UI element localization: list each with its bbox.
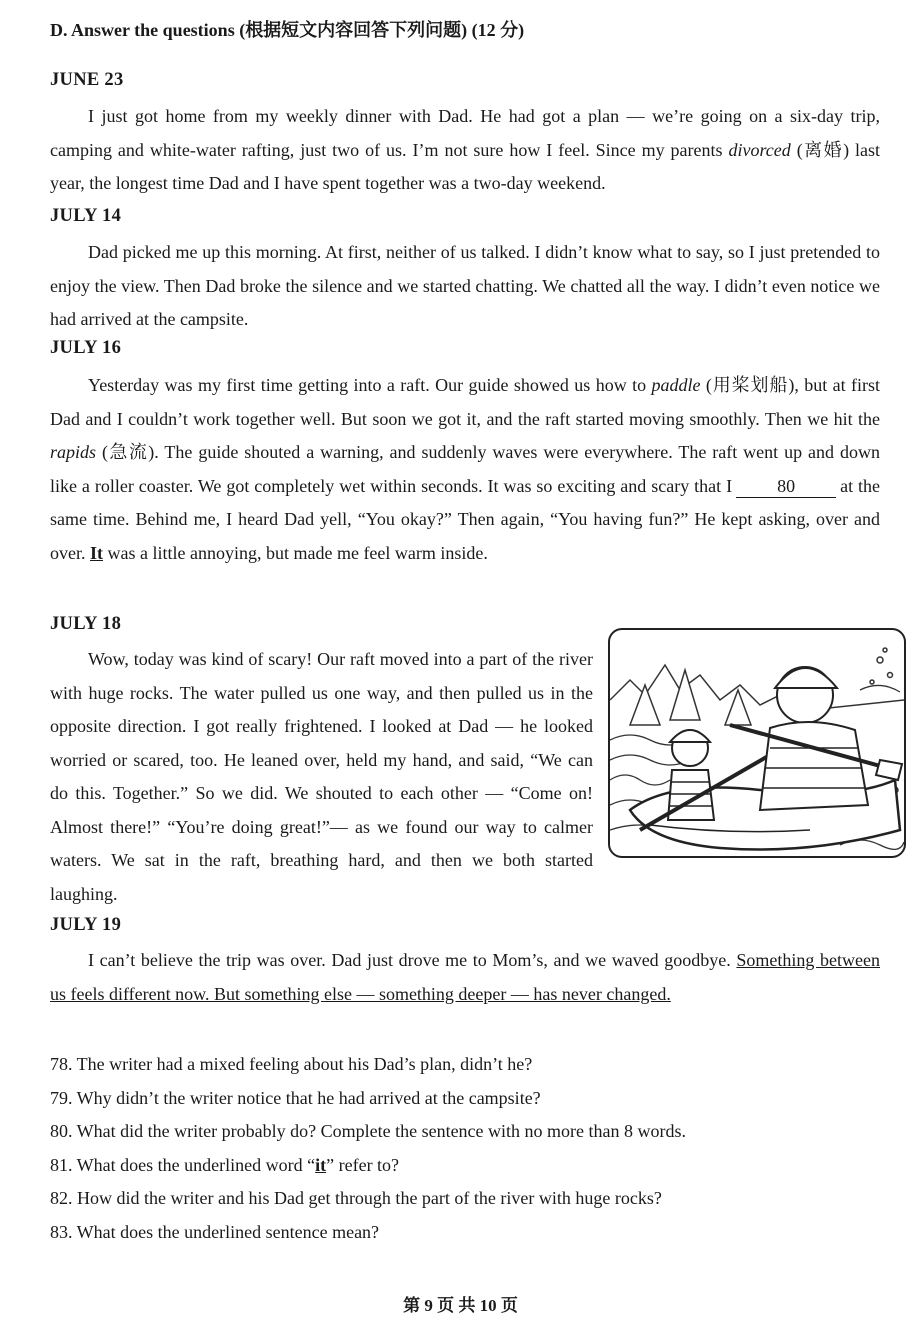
question-83: 83. What does the underlined sentence mean? xyxy=(50,1221,380,1242)
rafting-scene-image xyxy=(610,630,904,856)
entry-date-july-19: JULY 19 xyxy=(50,915,122,935)
page-number: 第 9 页 共 10 页 xyxy=(403,1296,518,1315)
entry-june-23-text xyxy=(50,100,880,201)
entry-july-16-text xyxy=(50,369,880,570)
entry-july-19-text xyxy=(50,944,880,1011)
text-run: (急流). The guide shouted a warning, and suddenly waves were everywhere. The raft went up and down like a roller coaster. We got completely wet within seconds. It was so exciting and scary that I xyxy=(50,442,880,496)
entry-date-june-23: JUNE 23 xyxy=(50,70,124,90)
question-82: 82. How did the writer and his Dad get through the part of the river with huge rocks? xyxy=(50,1188,662,1208)
text-run: (离婚) last year, the longest time Dad and I have spent together was a two-day weekend. xyxy=(50,139,881,193)
text-run: ” refer to? xyxy=(326,1154,400,1175)
question-79: 79. Why didn’t the writer notice that he had arrived at the campsite? xyxy=(50,1087,541,1108)
question-list xyxy=(50,1048,880,1249)
text-run: I just got home from my weekly dinner with Dad. He had got a plan — we’re going on a six-day trip, camping and white-water rafting, just two of us. I’m not sure how I feel. Since my parents xyxy=(50,106,880,160)
italic-word: paddle xyxy=(651,375,701,395)
underlined-word-it: It xyxy=(90,542,103,563)
tree-icon xyxy=(630,685,660,725)
text-run: Wow, today was kind of scary! Our raft moved into a part of the river with huge rocks. The water pulled us one way, and then pulled us in the opposite direction. I got really frightened. I looked at Dad — he looked worried or scared, too. He leaned over, held my hand, and said, “We can do this. Together.” So we did. We shouted to each other — “Come on! Almost there!” “You’re doing great!”— as we found our way to calmer waters. We sat in the raft, breathing hard, and then we both started laughing. xyxy=(50,649,593,904)
tree-icon xyxy=(725,690,751,725)
entry-july-18-text xyxy=(50,643,593,911)
entry-date-july-16: JULY 16 xyxy=(50,338,122,358)
text-run: was a little annoying, but made me feel warm inside. xyxy=(103,542,488,563)
italic-word: divorced xyxy=(728,139,791,160)
question-80: 80. What did the writer probably do? Complete the sentence with no more than 8 words. xyxy=(50,1121,687,1141)
section-title: D. Answer the questions (根据短文内容回答下列问题) (12 分) xyxy=(50,20,525,40)
text-run: (用桨划船), but at first Dad and I couldn’t work together well. But soon we got it, and the raft started moving smoothly. Then we hit the xyxy=(50,375,880,429)
question-81 xyxy=(50,1149,880,1183)
answer-blank-80[interactable]: 80 xyxy=(736,475,836,498)
question-78: 78. The writer had a mixed feeling about his Dad’s plan, didn’t he? xyxy=(50,1054,533,1074)
rafting-illustration xyxy=(608,628,906,858)
entry-date-july-14: JULY 14 xyxy=(50,206,122,226)
entry-date-july-18: JULY 18 xyxy=(50,614,122,634)
underlined-sentence: Something between us feels different now. But something else — something deeper — has never changed. xyxy=(50,950,880,1004)
text-run: Dad picked me up this morning. At first, neither of us talked. I didn’t know what to say, so I just pretended to enjoy the view. Then Dad broke the silence and we started chatting. We chatted all the way. I didn’t even notice we had arrived at the campsite. xyxy=(50,242,880,329)
italic-word: rapids xyxy=(50,442,97,462)
underlined-word-it: it xyxy=(315,1154,327,1175)
entry-july-14-text xyxy=(50,236,880,337)
text-run: I can’t believe the trip was over. Dad just drove me to Mom’s, and we waved goodbye. xyxy=(88,950,737,970)
text-run: Yesterday was my first time getting into a raft. Our guide showed us how to xyxy=(88,375,652,395)
text-run: at the same time. Behind me, I heard Dad yell, “You okay?” Then again, “You having fun?” He kept asking, over and over. xyxy=(50,475,881,563)
text-run: 81. What does the underlined word “ xyxy=(50,1154,316,1175)
